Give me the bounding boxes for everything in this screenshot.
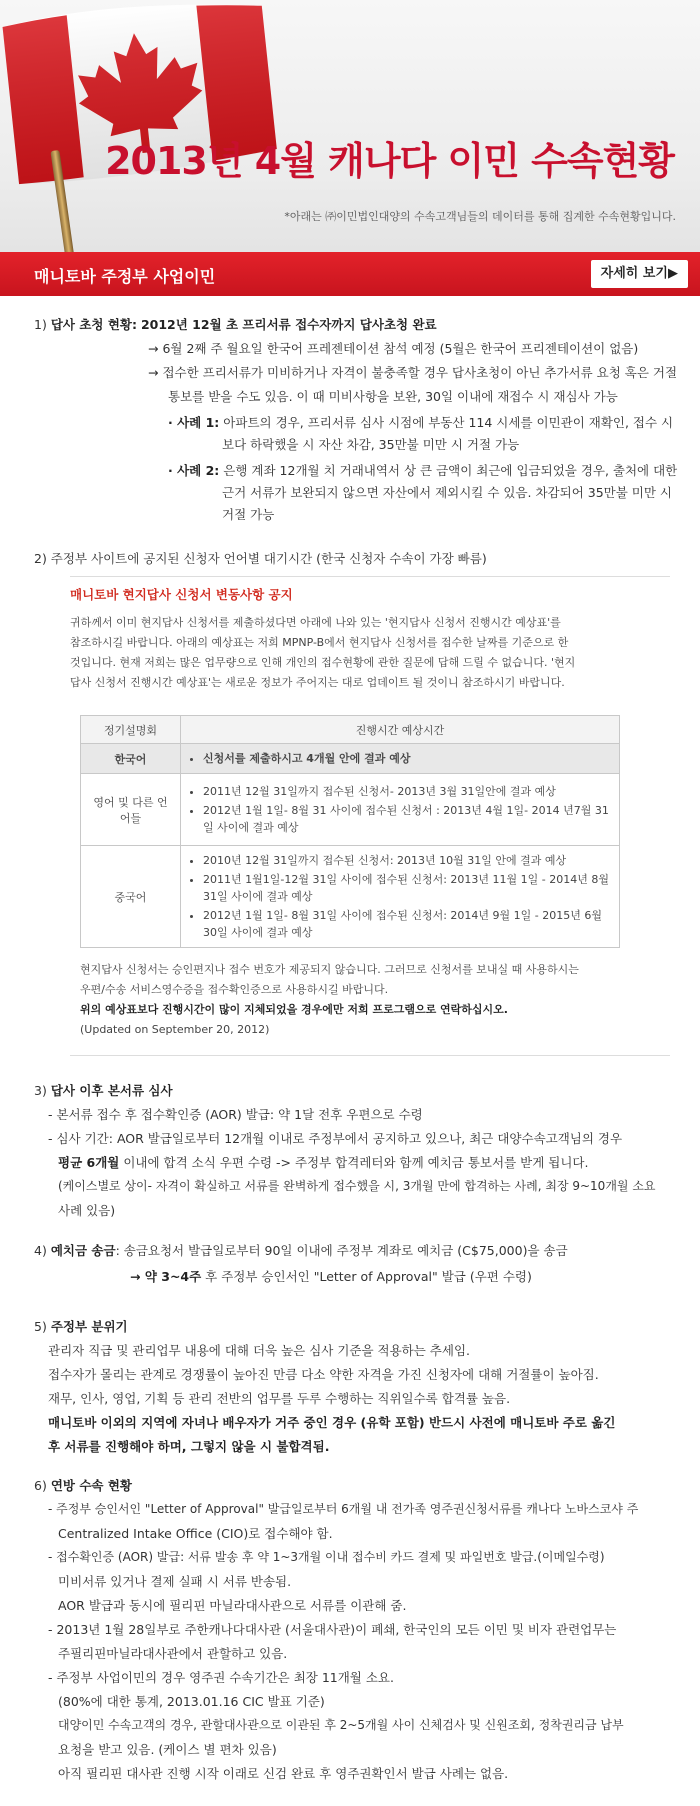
- page-title: 2013년 4월 캐나다 이민 수속현황: [105, 139, 674, 183]
- more-button[interactable]: 자세히 보기▶: [591, 260, 688, 288]
- notice-box: [70, 585, 670, 693]
- notice-title: 매니토바 현지답사 신청서 변동사항 공지: [70, 587, 293, 602]
- notice-footer: 현지답사 신청서는 승인편지나 접수 번호가 제공되지 않습니다. 그러므로 신청서를 보내실 때 사용하시는 우편/수송 서비스영수증을 접수확인증으로 사용하시길 바랍니다. 위의 예상표보다 진행시간이 많이 지체되었을 경우에만 저희 프로그램으로 연락하십시오. (Updated on September 20, 2012): [80, 963, 579, 1036]
- table-row: 중국어 • 2010년 12월 31일까지 접수된 신청서: 2013년 10월 31일 안에 결과 예상 • 2011년 1월1일-12월 31일 사이에 접수된 신청서: 2013년 11월 1일 - 2014년 8월 31일 사이에 결과 예상 • 2012년 1월 1일- 8월 31일 사이에 접수된 신청서: 2014년 9월 1일 - 2015년 6월 30일 사이에 결과 예상: [81, 846, 620, 948]
- table-row: 한국어 • 신청서를 제출하시고 4개월 안에 결과 예상: [81, 744, 620, 774]
- header-banner: [0, 0, 700, 252]
- divider: [70, 1055, 670, 1056]
- notice-body: 귀하께서 이미 현지답사 신청서를 제출하셨다면 아래에 나와 있는 '현지답사 신청서 진행시간 예상표'를 참조하시길 바랍니다. 아래의 예상표는 저희 MPNP-B에서 현지답사 신청서를 접수한 날짜를 기준으로 한 것입니다. 현재 저희는 많은 업무량으로 인해 개인의 접수현황에 관한 질문에 답해 드릴 수 없습니다. '현지 답사 신청서 진행시간 예상표'는 새로운 정보가 주어지는 대로 업데이트 될 것이니 참조하시기 바랍니다.: [70, 616, 576, 689]
- wait-time-table: [80, 715, 620, 948]
- section-bar: [0, 252, 700, 296]
- divider: [70, 576, 670, 577]
- section-title: 매니토바 주정부 사업이민: [34, 267, 216, 286]
- table-header: 진행시간 예상시간: [181, 716, 620, 744]
- header-note: *아래는 ㈜이민법인대양의 수속고객님들의 데이터를 통해 집계한 수속현황입니다.: [284, 210, 676, 223]
- table-header: 정기설명회: [81, 716, 181, 744]
- section-2: 2) 주정부 사이트에 공지된 신청자 언어별 대기시간 (한국 신청자 수속이 가장 빠름): [34, 551, 487, 566]
- table-row: 영어 및 다른 언어들 • 2011년 12월 31일까지 접수된 신청서- 2013년 3월 31일안에 결과 예상 • 2012년 1월 1일- 8월 31 사이에 접수된 신청서 : 2013년 4월 1일- 2014 년7월 31일 사이에 결과 예상: [81, 774, 620, 846]
